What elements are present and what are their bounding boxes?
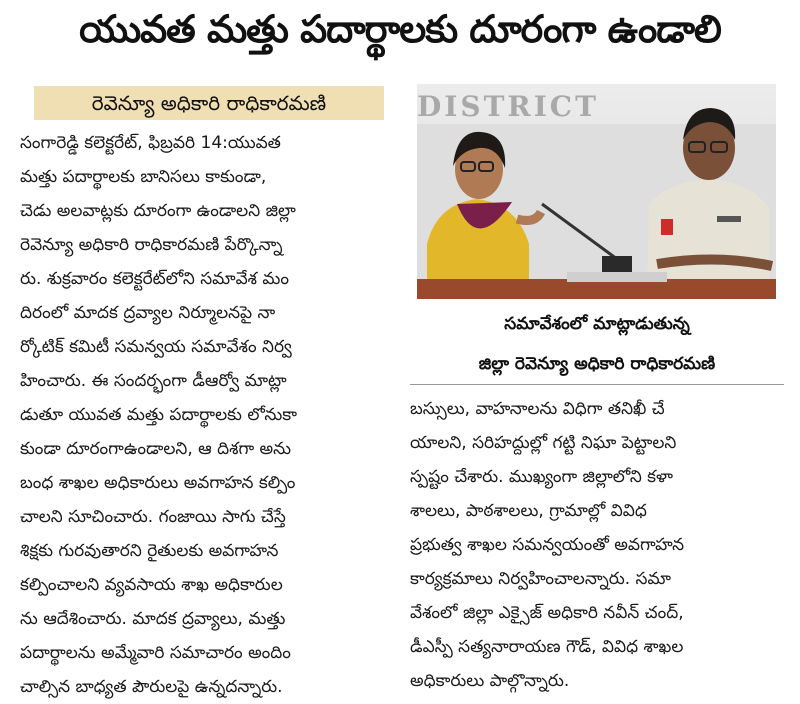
body-line: వేశంలో జిల్లా ఎక్సైజ్ అధికారి నవీన్ చంద్,	[410, 603, 684, 623]
news-photo	[417, 84, 776, 299]
byline: రెవెన్యూ అధికారి రాధికారమణి	[91, 91, 327, 115]
caption-line: జిల్లా రెవెన్యూ అధికారి రాధికారమణి	[478, 354, 716, 374]
body-line: దిరంలో మాదక ద్రవ్యాల నిర్మూలనపై నా	[20, 303, 276, 323]
body-line: రెవెన్యూ అధికారి రాధికారమణి పేర్కొన్నా	[20, 235, 283, 255]
body-line: బంధ శాఖల అధికారులు అవగాహన కల్పిం	[20, 473, 296, 493]
body-line: డుతూ యువత మత్తు పదార్థాలకు లోనుకా	[20, 405, 297, 425]
body-line: ర్కోటిక్ కమిటీ సమన్వయ సమావేశం నిర్వ	[20, 337, 292, 357]
body-line: రు. శుక్రవారం కలెక్టరేట్‌లోని సమావేశ మం	[20, 269, 290, 289]
photo-sign-text: DISTRICT	[417, 90, 599, 123]
divider	[410, 384, 784, 385]
body-line: కార్యక్రమాలు నిర్వహించాలన్నారు. సమా	[410, 569, 671, 589]
caption-line: సమావేశంలో మాట్లాడుతున్న	[504, 314, 690, 334]
body-line: చెడు అలవాట్లకు దూరంగా ఉండాలని జిల్లా	[20, 201, 296, 221]
article-column-left	[20, 126, 396, 704]
body-line: బస్సులు, వాహనాలను విధిగా తనిఖీ చే	[410, 399, 665, 419]
article-column-right	[410, 392, 780, 698]
body-line: చాల్సిన బాధ్యత పౌరులపై ఉన్నదన్నారు.	[20, 677, 283, 697]
body-line: స్పష్టం చేశారు. ముఖ్యంగా జిల్లాలోని కళా	[410, 467, 673, 487]
photo-illustration	[417, 84, 776, 299]
body-line: హించారు. ఈ సందర్భంగా డీఆర్వో మాట్లా	[20, 371, 287, 391]
body-line: ను ఆదేశించారు. మాదక ద్రవ్యాలు, మత్తు	[20, 609, 286, 629]
body-line: కల్పించాలని వ్యవసాయ శాఖ అధికారుల	[20, 575, 283, 595]
headline: యువత మత్తు పదార్థాలకు దూరంగా ఉండాలి	[79, 7, 721, 51]
body-line: సంగారెడ్డి కలెక్టరేట్, ఫిబ్రవరి 14:యువత	[20, 133, 281, 153]
photo-caption	[410, 304, 784, 384]
body-line: యాలని, సరిహద్దుల్లో గట్టి నిఘా పెట్టాలని	[410, 433, 677, 453]
body-line: చాలని సూచించారు. గంజాయి సాగు చేస్తే	[20, 507, 286, 527]
body-line: శిక్షకు గురవుతారని రైతులకు అవగాహన	[20, 541, 279, 561]
body-line: పదార్థాలను అమ్మేవారి సమాచారం అందిం	[20, 643, 291, 663]
byline-box	[34, 86, 384, 120]
body-line: అధికారులు పాల్గొన్నారు.	[410, 671, 570, 691]
body-line: ప్రభుత్వ శాఖల సమన్వయంతో అవగాహన	[410, 535, 685, 555]
body-line: శాలలు, పాఠశాలలు, గ్రామాల్లో వివిధ	[410, 501, 647, 521]
body-line: డీఎస్పీ సత్యనారాయణ గౌడ్, వివిధ శాఖల	[410, 637, 684, 657]
body-line: మత్తు పదార్థాలకు బానిసలు కాకుండా,	[20, 167, 267, 187]
body-line: కుండా దూరంగాఉండాలని, ఆ దిశగా అను	[20, 439, 291, 459]
